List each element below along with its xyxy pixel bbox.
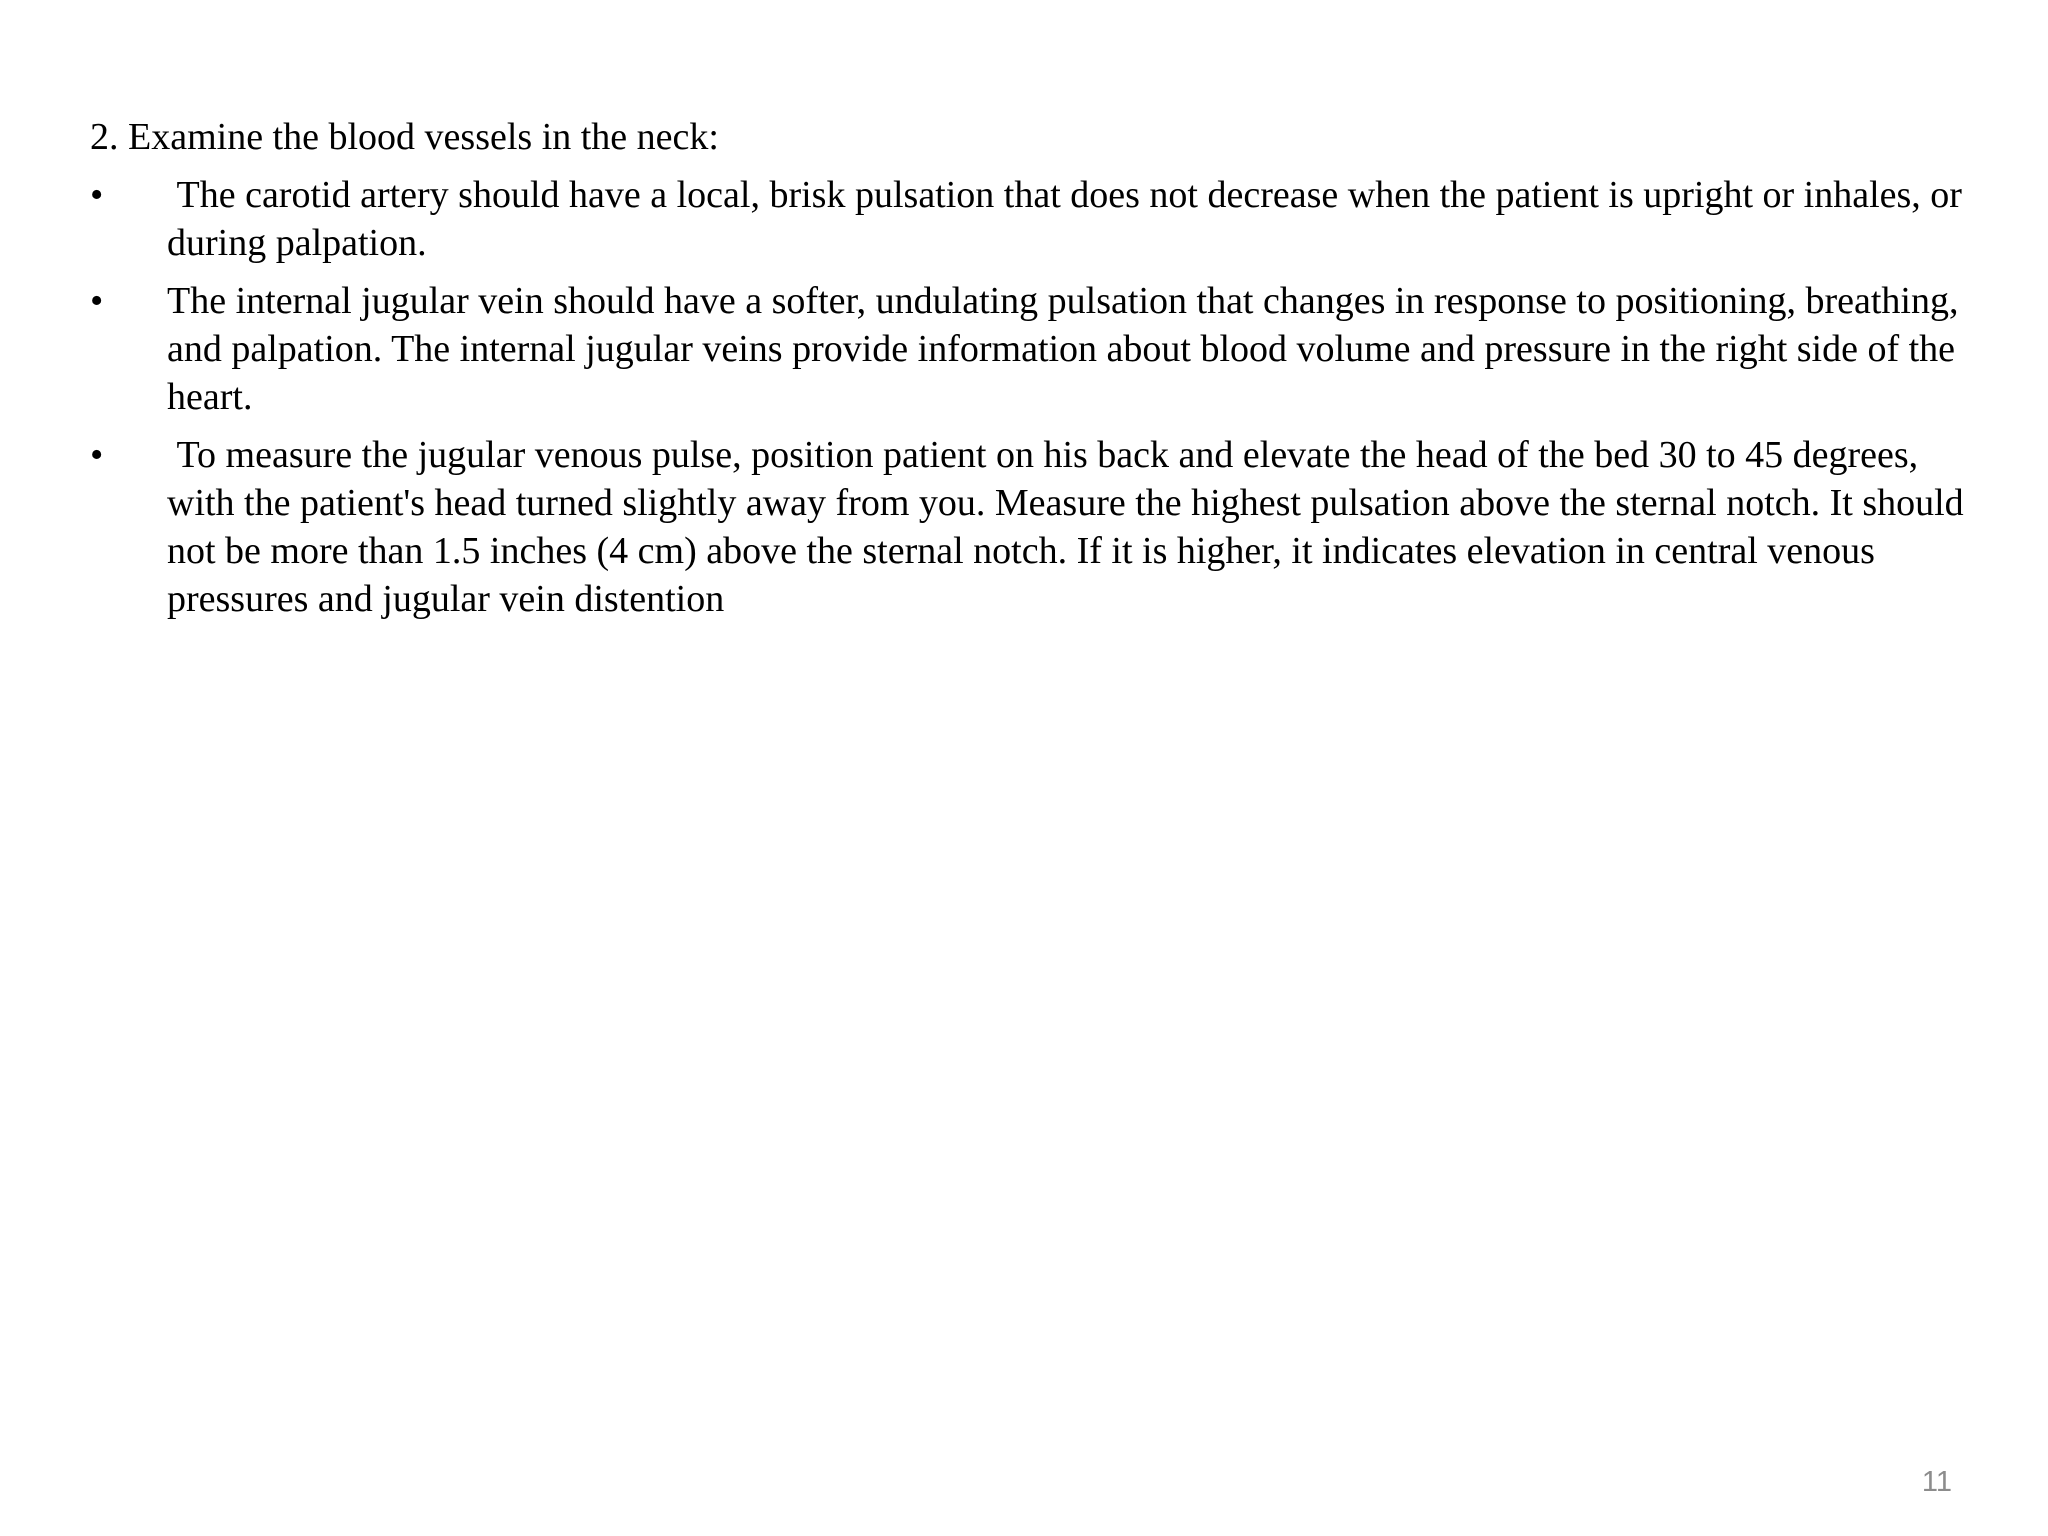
bullet-text: The carotid artery should have a local, brisk pulsation that does not decrease when the patient is upright or inhales, or during palpation. bbox=[167, 174, 1972, 264]
bullet-marker: • bbox=[90, 434, 104, 476]
bullet-marker: • bbox=[90, 174, 104, 216]
page-number: 11 bbox=[1921, 1466, 1952, 1498]
slide-heading: 2. Examine the blood vessels in the neck: bbox=[90, 116, 719, 158]
bullet-item-jugular-venous-pulse bbox=[90, 431, 1990, 623]
bullet-text: To measure the jugular venous pulse, position patient on his back and elevate the head of the bed 30 to 45 degrees, with the patient's head turned slightly away from you. Measure the highest pulsation above the sternal notch. It should not be more than 1.5 inches (4 cm) above the sternal notch. If it is higher, it indicates elevation in central venous pressures and jugular vein distention bbox=[167, 434, 1974, 620]
bullet-list bbox=[90, 171, 1990, 623]
bullet-text: The internal jugular vein should have a softer, undulating pulsation that changes in response to positioning, breathing, and palpation. The internal jugular veins provide information about blood volume and pressure in the right side of the heart. bbox=[167, 280, 1959, 418]
bullet-item-carotid-artery bbox=[90, 171, 1990, 267]
slide-content bbox=[90, 113, 1990, 633]
bullet-item-internal-jugular-vein bbox=[90, 277, 1990, 421]
bullet-marker: • bbox=[90, 280, 104, 322]
